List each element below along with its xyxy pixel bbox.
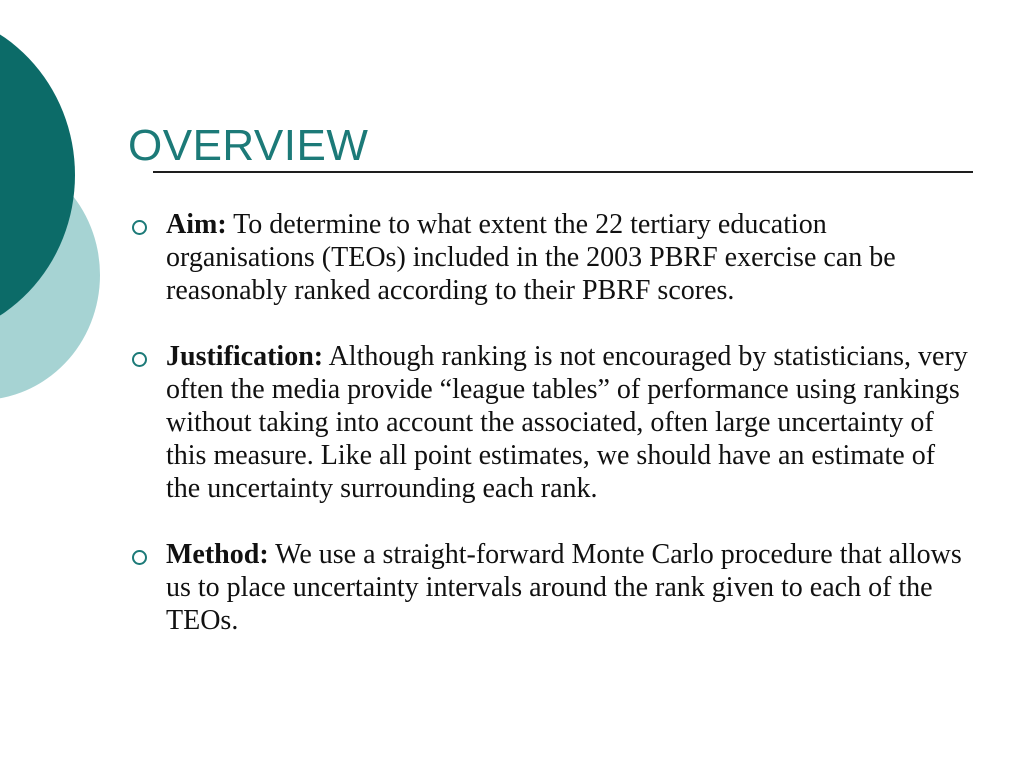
bullet-text: Although ranking is not encouraged by statisticians, very often the media provide “league tables” of performance using rankings without taking into account the associated, often large uncertainty of this measure. Like all point estimates, we should have an estimate of the uncertainty surrounding each rank. xyxy=(166,341,968,504)
bullet-justification xyxy=(128,340,968,505)
bullet-list xyxy=(128,208,968,670)
bullet-method xyxy=(128,538,968,637)
hollow-circle-bullet-icon xyxy=(132,352,147,367)
title-underline xyxy=(153,171,973,173)
bullet-text: To determine to what extent the 22 tertiary education organisations (TEOs) included in the 2003 PBRF exercise can be reasonably ranked according to their PBRF scores. xyxy=(166,209,896,306)
slide-title: OVERVIEW xyxy=(128,121,369,170)
bullet-label: Justification: xyxy=(166,341,324,372)
bullet-text: We use a straight-forward Monte Carlo procedure that allows us to place uncertainty intervals around the rank given to each of the TEOs. xyxy=(166,539,962,636)
bullet-label: Aim: xyxy=(166,209,227,240)
bullet-label: Method: xyxy=(166,539,269,570)
hollow-circle-bullet-icon xyxy=(132,220,147,235)
bullet-aim xyxy=(128,208,968,307)
hollow-circle-bullet-icon xyxy=(132,550,147,565)
